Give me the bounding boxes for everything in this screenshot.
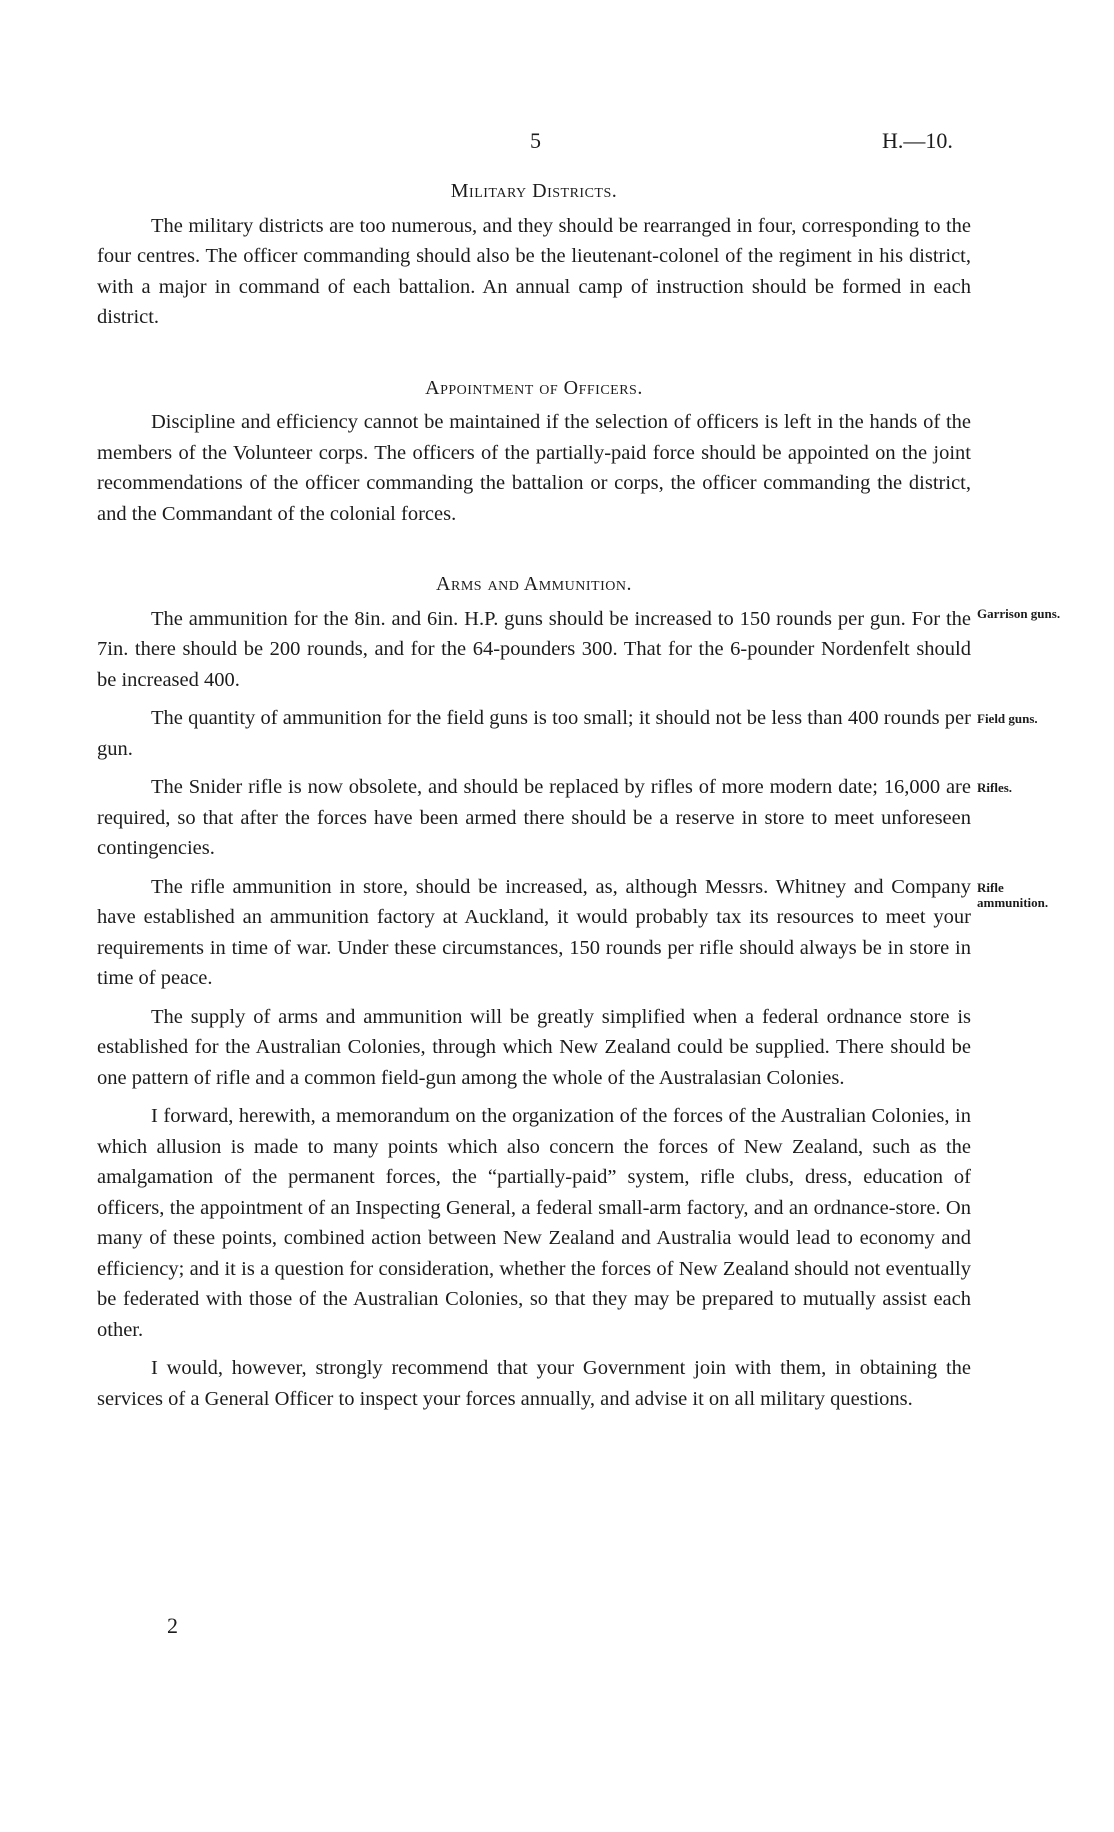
paragraph-field-guns: The quantity of ammunition for the field guns is too small; it should not be less than 400 rounds per gun. — [97, 707, 971, 760]
paragraph-rifles: The Snider rifle is now obsolete, and should be replaced by rifles of more modern date; 16,000 are required, so that after the forces have been armed there should be a reserve in store to meet unforeseen contingencies. — [97, 776, 971, 859]
paragraph-block-rifles — [97, 772, 1013, 864]
signature-mark: 2 — [167, 1613, 178, 1638]
heading-arms-and-ammunition: Arms and Ammunition. — [436, 573, 632, 595]
sidenote-rifle-ammunition: Rifle ammunition. — [977, 879, 1049, 910]
paragraph-garrison-guns: The ammunition for the 8in. and 6in. H.P. guns should be increased to 150 rounds per gun. For the 7in. there should be 200 rounds, and for the 64-pounders 300. That for the 6-pounder Nordenfelt should be increased 400. — [97, 607, 971, 691]
paragraph-rifle-ammunition: The rifle ammunition in store, should be increased, as, although Messrs. Whitney and Company have established an ammunition factory at Auckland, it would probably tax its resources to meet your requirements in time of war. Under these circumstances, 150 rounds per rifle should always be in store in time of peace. — [97, 875, 971, 989]
paragraph-memorandum: I forward, herewith, a memorandum on the organization of the forces of the Australian Colonies, in which allusion is made to many points which also concern the forces of New Zealand, such as the amalgamation of the permanent forces, the “partially-paid” system, rifle clubs, dress, education of officers, the appointment of an Inspecting General, a federal small-arm factory, and an ordnance-store. On many of these points, combined action between New Zealand and Australia would lead to economy and efficiency; and it is a question for consideration, whether the forces of New Zealand should not eventually be federated with those of the Australian Colonies, so that they may be prepared to mutually assist each other. — [97, 1105, 971, 1341]
sidenote-field-guns: Field guns. — [977, 711, 1038, 726]
page-number: 5 — [530, 128, 541, 153]
heading-appointment-of-officers: Appointment of Officers. — [425, 376, 643, 399]
document-body — [97, 176, 1061, 1414]
paragraph-military-districts: The military districts are too numerous, and they should be rearranged in four, corresponding to the four centres. The officer commanding should also be the lieutenant-colonel of the regiment in his district, with a major in command of each battalion. An annual camp of instruction should be formed in each district. — [97, 214, 971, 328]
document-reference: H.—10. — [882, 128, 953, 153]
sidenote-rifles: Rifles. — [977, 780, 1013, 795]
sidenote-garrison-guns: Garrison guns. — [977, 605, 1061, 621]
paragraph-appointment-of-officers: Discipline and efficiency cannot be maintained if the selection of officers is left in the hands of the members of the Volunteer corps. The officers of the partially-paid force should be appointed on the joint recommendations of the officer commanding the battalion or corps, the officer commanding the district, and the Commandant of the colonial forces. — [97, 411, 971, 525]
paragraph-block-garrison — [97, 604, 1061, 696]
paragraph-recommendation: I would, however, strongly recommend that your Government join with them, in obtaining the services of a General Officer to inspect your forces annually, and advise it on all military questions. — [97, 1357, 971, 1410]
paragraph-block-rifle-ammunition — [97, 872, 1049, 994]
paragraph-ordnance-store: The supply of arms and ammunition will be greatly simplified when a federal ordnance store is established for the Australian Colonies, through which New Zealand could be supplied. There should be one pattern of rifle and a common field-gun among the whole of the Australasian Colonies. — [97, 1005, 971, 1089]
paragraph-block-field — [97, 703, 1038, 764]
heading-military-districts: Military Districts. — [450, 180, 618, 202]
